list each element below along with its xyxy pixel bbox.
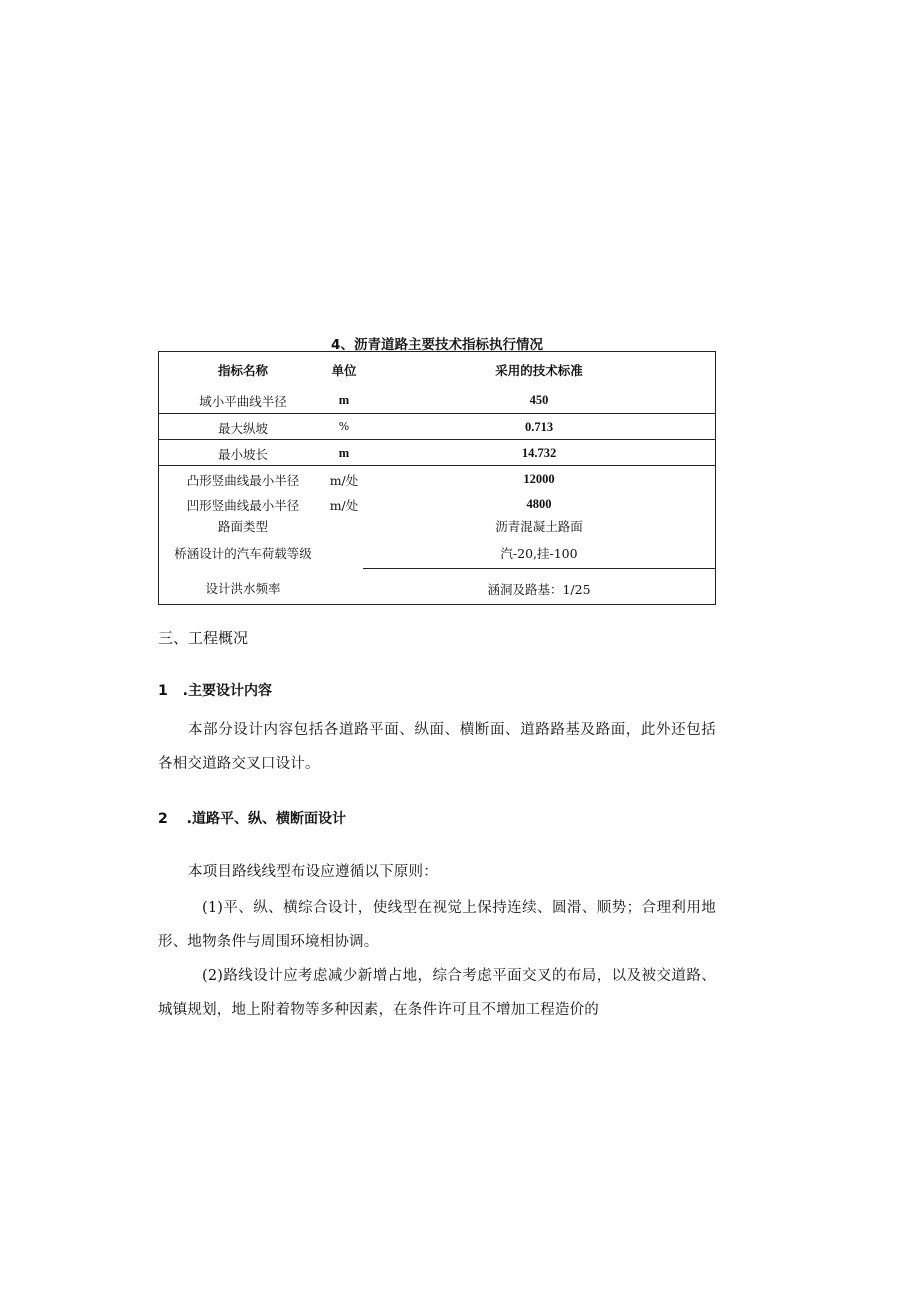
technical-indicators-table <box>158 351 716 605</box>
row-value: 0.713 <box>524 420 554 434</box>
row-unit: m/处 <box>329 473 359 488</box>
subsection-2-heading <box>158 808 346 828</box>
row-name: 最大纵坡 <box>217 421 268 436</box>
row-name: 凸形竖曲线最小半径 <box>186 473 300 488</box>
row-value: 沥青混凝土路面 <box>495 519 583 534</box>
row-value: 涵洞及路基：1/25 <box>487 582 591 597</box>
row-name: 凹形竖曲线最小半径 <box>186 498 300 513</box>
subsection-2-title: .道路平、纵、横断面设计 <box>186 811 346 827</box>
table-title: 4、沥青道路主要技术指标执行情况 <box>331 337 543 353</box>
row-name: 桥涵设计的汽车荷载等级 <box>174 546 312 561</box>
row-value: 4800 <box>526 497 552 511</box>
row-value: 14.732 <box>521 446 557 460</box>
row-unit: % <box>338 420 350 433</box>
row-name: 设计洪水频率 <box>205 581 281 596</box>
row-name: 最小坡长 <box>217 447 268 462</box>
principle-1: (1)平、纵、横综合设计，使线型在视觉上保持连续、圆滑、顺势；合理利用地形、地物条件与周围环境相协调。 <box>158 900 716 950</box>
header-unit: 单位 <box>331 363 357 378</box>
row-divider <box>159 439 715 440</box>
row-value: 12000 <box>523 472 555 486</box>
row-divider <box>363 568 715 569</box>
subsection-1-heading <box>158 680 272 700</box>
row-value: 450 <box>529 393 549 407</box>
subsection-1-paragraph: 本部分设计内容包括各道路平面、纵面、横断面、道路路基及路面，此外还包括各相交道路交叉口设计。 <box>158 722 716 772</box>
header-indicator-name: 指标名称 <box>217 363 268 378</box>
section-title: 三、工程概况 <box>158 629 249 647</box>
subsection-1-number: 1 <box>158 683 168 699</box>
row-unit: m <box>338 393 350 407</box>
row-divider <box>159 465 715 466</box>
row-name: 域小平曲线半径 <box>199 394 287 409</box>
principle-2: (2)路线设计应考虑减少新增占地，综合考虑平面交叉的布局，以及被交道路、城镇规划，地上附着物等多种因素，在条件许可且不增加工程造价的 <box>158 968 716 1018</box>
row-name: 路面类型 <box>217 519 268 534</box>
subsection-1-title: .主要设计内容 <box>182 683 272 699</box>
row-divider <box>159 413 715 414</box>
row-unit: m/处 <box>329 498 359 513</box>
row-unit: m <box>338 446 350 460</box>
subsection-2-number: 2 <box>158 811 168 827</box>
row-value: 汽-20,挂-100 <box>500 546 578 561</box>
header-standard: 采用的技术标准 <box>495 363 583 378</box>
principles-intro: 本项目路线线型布设应遵循以下原则： <box>188 864 438 880</box>
